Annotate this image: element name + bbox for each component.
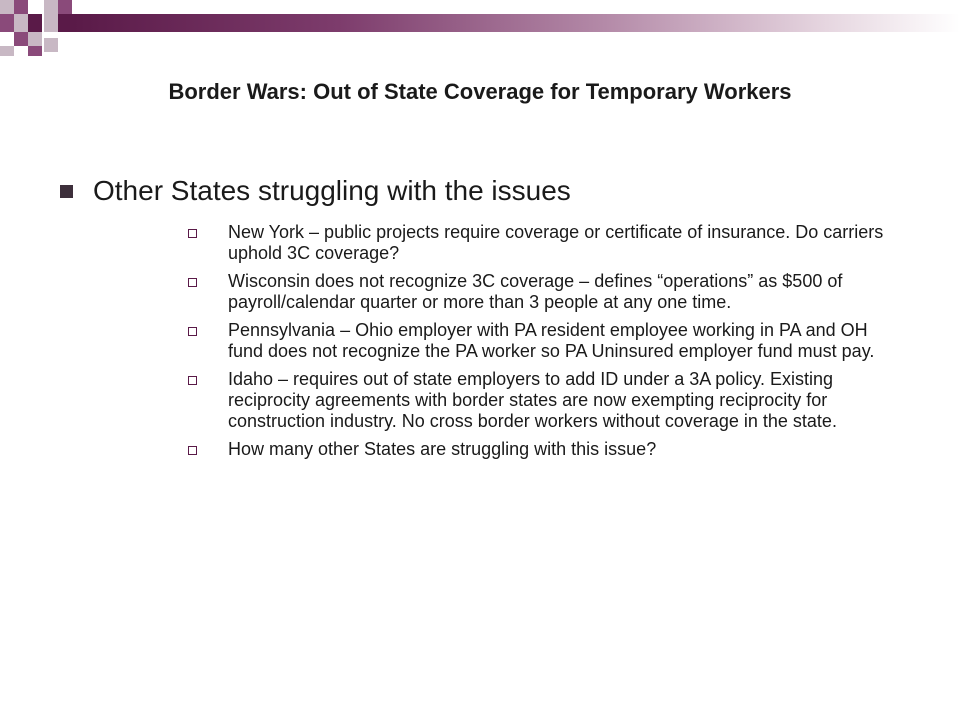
sub-bullet-new-york <box>188 222 888 264</box>
sub-bullet-text: Wisconsin does not recognize 3C coverage – defines “operations” as $500 of payroll/calendar quarter or more than 3 people at any one time. <box>228 271 843 312</box>
deco-square <box>28 32 42 46</box>
sub-bullet-text: Idaho – requires out of state employers to add ID under a 3A policy. Existing reciprocity agreements with border states are now exempting reciprocity for construction industry. No cross border workers without coverage in the state. <box>228 369 837 431</box>
deco-square <box>58 14 72 32</box>
slide-title: Border Wars: Out of State Coverage for Temporary Workers <box>168 79 792 104</box>
sub-bullet-question <box>188 439 888 460</box>
deco-square <box>28 14 42 32</box>
deco-square <box>0 14 14 32</box>
deco-square <box>14 0 28 14</box>
sub-bullet-wisconsin <box>188 271 888 313</box>
sub-bullet-text: Pennsylvania – Ohio employer with PA resident employee working in PA and OH fund does not recognize the PA worker so PA Uninsured employer fund must pay. <box>228 320 875 361</box>
deco-square <box>58 0 72 14</box>
deco-square <box>0 46 14 56</box>
sub-bullet-text: New York – public projects require coverage or certificate of insurance. Do carriers uphold 3C coverage? <box>228 222 884 263</box>
header-decoration <box>0 0 960 60</box>
sub-bullet-list <box>188 222 888 467</box>
deco-square <box>44 14 58 32</box>
hollow-square-bullet-icon <box>188 327 197 336</box>
deco-square <box>0 0 14 14</box>
sub-bullet-idaho <box>188 369 888 432</box>
deco-square <box>44 38 58 52</box>
hollow-square-bullet-icon <box>188 376 197 385</box>
sub-bullet-text: How many other States are struggling with this issue? <box>228 439 657 459</box>
hollow-square-bullet-icon <box>188 229 197 238</box>
main-bullet <box>60 175 571 207</box>
square-bullet-icon <box>60 185 73 198</box>
deco-square <box>44 0 58 14</box>
deco-square <box>28 46 42 56</box>
hollow-square-bullet-icon <box>188 446 197 455</box>
header-gradient-bar <box>72 14 960 32</box>
main-bullet-text: Other States struggling with the issues <box>93 175 571 206</box>
hollow-square-bullet-icon <box>188 278 197 287</box>
deco-square <box>14 32 28 46</box>
deco-square <box>14 14 28 32</box>
sub-bullet-pennsylvania <box>188 320 888 362</box>
